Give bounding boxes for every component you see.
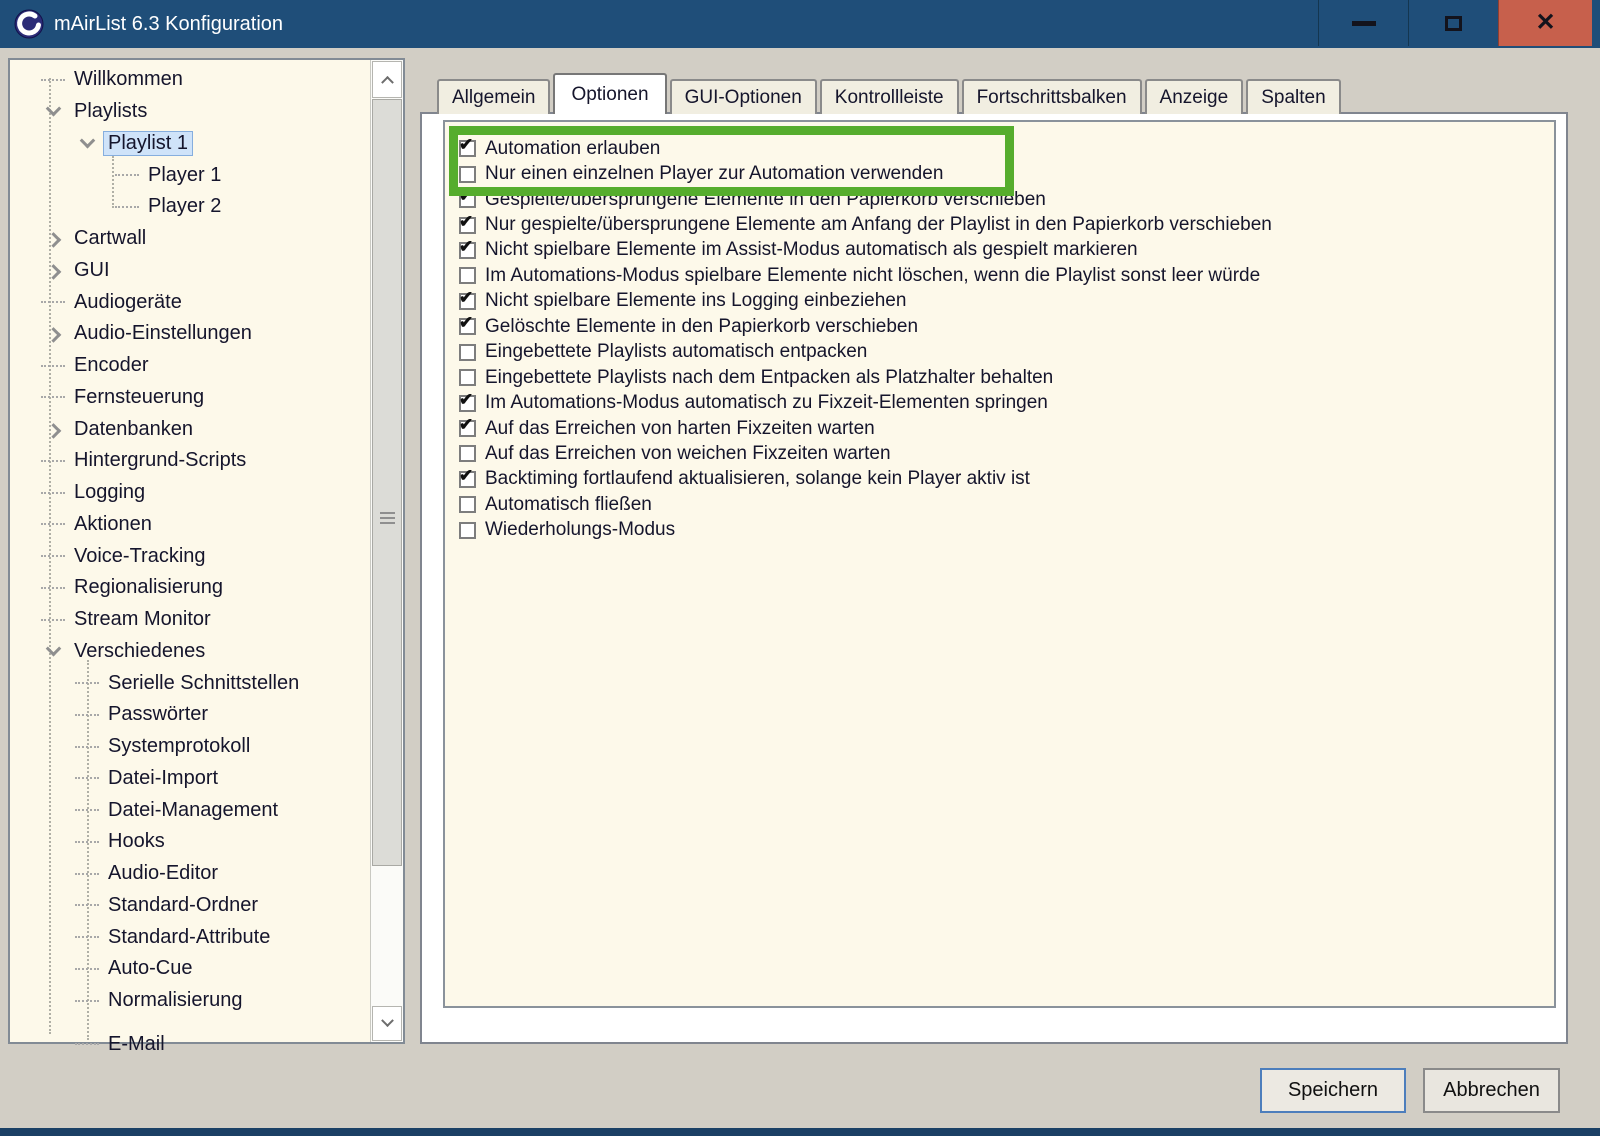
checkbox-checked[interactable] xyxy=(459,465,476,488)
window-title: mAirList 6.3 Konfiguration xyxy=(54,12,284,35)
tree-item-label: Audiogeräte xyxy=(74,290,182,313)
tree-item-label: Stream Monitor xyxy=(74,608,211,631)
tree-item-serielle-schnittstellen[interactable] xyxy=(10,667,370,699)
tree-item-player-1[interactable] xyxy=(10,159,370,191)
tree-item-label: GUI xyxy=(74,258,110,281)
checkbox-checked[interactable] xyxy=(459,211,476,234)
checkbox-label[interactable]: Gelöschte Elemente in den Papierkorb verschieben xyxy=(485,315,919,337)
tree-connector-slot xyxy=(70,904,104,906)
tree-item-hintergrund-scripts[interactable] xyxy=(10,445,370,477)
chevron-right-icon[interactable] xyxy=(45,423,61,439)
tree-item-label: Playlists xyxy=(74,100,148,123)
tree-item-label: Hintergrund-Scripts xyxy=(74,449,247,472)
tree-connector-slot xyxy=(70,968,104,970)
tree-item-label: Hooks xyxy=(108,830,165,853)
tree-item-hooks[interactable] xyxy=(10,826,370,858)
tree-item-label: Standard-Ordner xyxy=(108,893,259,916)
window-controls xyxy=(1318,0,1592,46)
tree-connector xyxy=(41,301,65,303)
checkbox-unchecked[interactable] xyxy=(459,267,476,284)
tree-connector xyxy=(41,79,65,81)
tree-item-datenbanken[interactable] xyxy=(10,413,370,445)
checkbox-checked[interactable] xyxy=(459,287,476,310)
tree-connector-slot xyxy=(70,809,104,811)
checkbox-checked[interactable] xyxy=(459,236,476,259)
tree-item-label: Systemprotokoll xyxy=(108,735,251,758)
check-icon: ✔ xyxy=(459,287,474,307)
tree-item-label: Encoder xyxy=(74,354,149,377)
chevron-down-icon[interactable] xyxy=(45,101,61,117)
tree-connector-slot xyxy=(70,1000,104,1002)
tree-connector-slot xyxy=(36,492,70,494)
maximize-button[interactable] xyxy=(1408,0,1498,46)
window-frame xyxy=(0,1128,1600,1136)
tab-optionen[interactable]: Optionen xyxy=(553,73,666,114)
tree-connector-slot xyxy=(70,1043,104,1045)
checkbox-option-wiederholungs-modus[interactable] xyxy=(459,518,1554,543)
tree-item-audio-einstellungen[interactable] xyxy=(10,318,370,350)
tree-connector-slot xyxy=(36,619,70,621)
app-logo-icon xyxy=(14,9,44,39)
tab-kontrollleiste[interactable]: Kontrollleiste xyxy=(820,79,959,114)
tree-connector-slot xyxy=(36,523,70,525)
tree-connector-slot xyxy=(36,460,70,462)
tree-connector xyxy=(75,714,99,716)
tree-toggle xyxy=(36,233,70,244)
tree-connector-slot xyxy=(36,79,70,81)
tree-item-player-2[interactable] xyxy=(10,191,370,223)
checkbox-unchecked[interactable] xyxy=(459,344,476,361)
tree-item-e-mail[interactable] xyxy=(10,1029,370,1061)
tree-item-label: Cartwall xyxy=(74,227,147,250)
tab-anzeige[interactable]: Anzeige xyxy=(1145,79,1244,114)
checkbox-label[interactable]: Backtiming fortlaufend aktualisieren, solange kein Player aktiv ist xyxy=(485,468,1030,490)
tree-connector-slot xyxy=(70,936,104,938)
check-icon: ✔ xyxy=(459,186,474,206)
tree-item-label: Auto-Cue xyxy=(108,957,193,980)
tree-connector xyxy=(75,904,99,906)
checkbox-unchecked[interactable] xyxy=(459,369,476,386)
check-icon: ✔ xyxy=(459,236,474,256)
tree-item-aktionen[interactable] xyxy=(10,509,370,541)
tree-item-label: Player 1 xyxy=(148,163,222,186)
checkbox-label[interactable]: Gespielte/übersprungene Elemente in den Papierkorb verschieben xyxy=(485,188,1046,210)
tree-toggle xyxy=(70,138,104,149)
checkbox-option-eingebettete-playlists-automatisch-entpa[interactable] xyxy=(459,340,1554,365)
checkbox-option-gelöschte-elemente-in-den-papierkorb-ver[interactable] xyxy=(459,314,1554,339)
config-tree xyxy=(10,60,370,1055)
tree-connector-slot xyxy=(70,746,104,748)
tree-item-label: Logging xyxy=(74,481,146,504)
save-button[interactable]: Speichern xyxy=(1260,1068,1406,1113)
tree-item-label: Willkommen xyxy=(74,68,183,91)
scroll-up-button[interactable] xyxy=(372,61,402,98)
tree-connector xyxy=(41,460,65,462)
tree-item-logging[interactable] xyxy=(10,477,370,509)
checkbox-option-auf-das-erreichen-von-weichen-fixzeiten-[interactable] xyxy=(459,441,1554,466)
tree-connector xyxy=(41,555,65,557)
checkbox-label[interactable]: Auf das Erreichen von weichen Fixzeiten warten xyxy=(485,442,891,464)
tree-item-playlist-1[interactable] xyxy=(10,128,370,160)
tree-connector xyxy=(75,1000,99,1002)
tree-item-fernsteuerung[interactable] xyxy=(10,382,370,414)
checkbox-label[interactable]: Nur einen einzelnen Player zur Automation verwenden xyxy=(485,163,944,185)
checkbox-label[interactable]: Eingebettete Playlists nach dem Entpacken als Platzhalter behalten xyxy=(485,366,1054,388)
tree-connector xyxy=(75,1043,99,1045)
checkbox-label[interactable]: Nicht spielbare Elemente im Assist-Modus automatisch als gespielt markieren xyxy=(485,239,1138,261)
scrollbar-grip xyxy=(380,512,395,525)
tree-connector xyxy=(75,809,99,811)
check-icon: ✔ xyxy=(459,211,474,231)
tree-item-label: Playlist 1 xyxy=(104,132,192,155)
tree-item-label: Aktionen xyxy=(74,512,152,535)
checkbox-checked[interactable] xyxy=(459,415,476,437)
annotation-highlight xyxy=(449,126,1014,196)
checkbox-label[interactable]: Nur gespielte/übersprungene Elemente am Anfang der Playlist in den Papierkorb verschieben xyxy=(485,214,1272,236)
tab-gui-optionen[interactable]: GUI-Optionen xyxy=(670,79,817,114)
check-icon: ✔ xyxy=(459,465,474,485)
tree-item-playlists[interactable] xyxy=(10,96,370,128)
tree-connector xyxy=(115,206,139,208)
tree-item-label: Passwörter xyxy=(108,703,209,726)
tree-connector xyxy=(41,587,65,589)
tree-connector-slot xyxy=(36,396,70,398)
tree-toggle xyxy=(36,328,70,339)
chevron-right-icon[interactable] xyxy=(45,264,61,280)
tree-item-auto-cue[interactable] xyxy=(10,953,370,985)
tree-connector-slot xyxy=(70,682,104,684)
maximize-icon xyxy=(1445,16,1462,31)
tree-item-label: Player 2 xyxy=(148,195,222,218)
tree-item-passwörter[interactable] xyxy=(10,699,370,731)
checkbox-option-backtiming-fortlaufend-aktualisieren-sol[interactable] xyxy=(459,467,1554,492)
tree-connector xyxy=(75,841,99,843)
check-icon: ✔ xyxy=(459,389,474,409)
tree-connector xyxy=(41,396,65,398)
tree-item-willkommen[interactable] xyxy=(10,64,370,96)
tree-connector-slot xyxy=(36,301,70,303)
tree-item-label: Normalisierung xyxy=(108,989,243,1012)
checkbox-label[interactable]: Im Automations-Modus automatisch zu Fixzeit-Elementen springen xyxy=(485,392,1048,414)
tree-item-normalisierung[interactable] xyxy=(10,985,370,1017)
tree-connector-slot xyxy=(70,841,104,843)
tree-item-encoder[interactable] xyxy=(10,350,370,382)
tab-fortschrittsbalken[interactable]: Fortschrittsbalken xyxy=(962,79,1142,114)
tab-spalten[interactable]: Spalten xyxy=(1246,79,1340,114)
tree-item-verschiedenes[interactable] xyxy=(10,636,370,668)
tree-item-datei-management[interactable] xyxy=(10,794,370,826)
minimize-icon xyxy=(1352,21,1376,26)
chevron-right-icon[interactable] xyxy=(45,328,61,344)
tree-connector xyxy=(41,492,65,494)
tree-connector-slot xyxy=(36,365,70,367)
checkbox-checked[interactable] xyxy=(459,313,476,335)
tree-connector-slot xyxy=(110,174,144,176)
tree-connector xyxy=(41,619,65,621)
minimize-button[interactable] xyxy=(1318,0,1408,46)
tree-item-label: Serielle Schnittstellen xyxy=(108,671,300,694)
tree-connector xyxy=(115,174,139,176)
tree-item-gui[interactable] xyxy=(10,255,370,287)
tree-connector xyxy=(75,746,99,748)
chevron-down-icon[interactable] xyxy=(79,133,95,149)
checkbox-label[interactable]: Auf das Erreichen von harten Fixzeiten warten xyxy=(485,417,875,439)
tree-connector-slot xyxy=(70,873,104,875)
check-icon: ✔ xyxy=(459,313,474,333)
tree-toggle xyxy=(36,424,70,435)
checkbox-label[interactable]: Automatisch fließen xyxy=(485,493,652,515)
checkbox-option-automatisch-fließen[interactable] xyxy=(459,492,1554,517)
tree-item-standard-ordner[interactable] xyxy=(10,890,370,922)
tree-item-datei-import[interactable] xyxy=(10,763,370,795)
tree-toggle xyxy=(36,106,70,117)
tree-toggle xyxy=(36,265,70,276)
cancel-button[interactable]: Abbrechen xyxy=(1423,1068,1560,1113)
checkbox-unchecked[interactable] xyxy=(459,445,476,462)
checkbox-label[interactable]: Nicht spielbare Elemente ins Logging einbeziehen xyxy=(485,290,907,312)
tree-connector xyxy=(75,936,99,938)
checkbox-option-nicht-spielbare-elemente-im-assist-modus[interactable] xyxy=(459,238,1554,263)
checkbox-option-eingebettete-playlists-nach-dem-entpacke[interactable] xyxy=(459,365,1554,390)
checkbox-label[interactable]: Wiederholungs-Modus xyxy=(485,519,676,541)
tree-item-cartwall[interactable] xyxy=(10,223,370,255)
tree-connector xyxy=(41,523,65,525)
tree-item-audiogeräte[interactable] xyxy=(10,286,370,318)
close-button[interactable] xyxy=(1498,0,1592,46)
checkbox-unchecked[interactable] xyxy=(459,522,476,539)
tree-item-label: Audio-Editor xyxy=(108,862,219,885)
titlebar xyxy=(0,0,1600,48)
checkbox-option-im-automations-modus-automatisch-zu-fixz[interactable] xyxy=(459,390,1554,415)
chevron-up-icon xyxy=(381,76,394,89)
scroll-down-button[interactable] xyxy=(372,1006,402,1041)
checkbox-option-nicht-spielbare-elemente-ins-logging-ein[interactable] xyxy=(459,289,1554,314)
tree-item-systemprotokoll[interactable] xyxy=(10,731,370,763)
tree-item-label: Standard-Attribute xyxy=(108,925,271,948)
checkbox-option-im-automations-modus-spielbare-elemente-[interactable] xyxy=(459,263,1554,288)
tree-connector-slot xyxy=(110,206,144,208)
checkbox-label[interactable]: Im Automations-Modus spielbare Elemente nicht löschen, wenn die Playlist sonst leer würde xyxy=(485,264,1261,286)
tree-connector xyxy=(75,682,99,684)
tree-item-label: Voice-Tracking xyxy=(74,544,206,567)
close-icon: ✕ xyxy=(1535,9,1556,36)
config-tree-panel xyxy=(8,58,405,1055)
tree-connector xyxy=(75,968,99,970)
checkbox-label[interactable]: Automation erlauben xyxy=(485,137,661,159)
tree-item-regionalisierung[interactable] xyxy=(10,572,370,604)
tab-allgemein[interactable]: Allgemein xyxy=(437,79,550,114)
chevron-down-icon[interactable] xyxy=(45,641,61,657)
checkbox-option-nur-gespielte-übersprungene-elemente-am-[interactable] xyxy=(459,212,1554,237)
tree-connector-slot xyxy=(36,555,70,557)
tree-item-label: Regionalisierung xyxy=(74,576,223,599)
chevron-down-icon xyxy=(381,1014,394,1027)
checkbox-label[interactable]: Eingebettete Playlists automatisch entpacken xyxy=(485,341,868,363)
checkbox-unchecked[interactable] xyxy=(459,496,476,513)
check-icon: ✔ xyxy=(459,415,474,435)
tree-item-stream-monitor[interactable] xyxy=(10,604,370,636)
tree-connector xyxy=(75,777,99,779)
tab-bar xyxy=(437,75,1344,114)
tree-item-audio-editor[interactable] xyxy=(10,858,370,890)
scrollbar-thumb[interactable] xyxy=(372,99,402,866)
tree-item-standard-attribute[interactable] xyxy=(10,921,370,953)
tree-item-label: E-Mail xyxy=(108,1032,165,1055)
tree-toggle xyxy=(36,646,70,657)
chevron-right-icon[interactable] xyxy=(45,232,61,248)
checkbox-option-auf-das-erreichen-von-harten-fixzeiten-w[interactable] xyxy=(459,416,1554,441)
tree-connector xyxy=(75,873,99,875)
tree-item-label: Fernsteuerung xyxy=(74,385,205,408)
options-groupbox xyxy=(443,120,1556,1008)
tree-connector-slot xyxy=(36,587,70,589)
tree-item-label: Datei-Management xyxy=(108,798,279,821)
tree-item-label: Datenbanken xyxy=(74,417,193,440)
tree-item-label: Datei-Import xyxy=(108,766,219,789)
tree-connector-slot xyxy=(70,714,104,716)
tree-item-label: Audio-Einstellungen xyxy=(74,322,252,345)
tree-connector xyxy=(41,365,65,367)
tree-item-label: Verschiedenes xyxy=(74,639,206,662)
checkbox-checked[interactable] xyxy=(459,389,476,412)
tree-scrollbar[interactable] xyxy=(370,60,403,1042)
tree-item-voice-tracking[interactable] xyxy=(10,540,370,572)
tree-connector-slot xyxy=(70,777,104,779)
check-icon: ✔ xyxy=(459,135,474,155)
